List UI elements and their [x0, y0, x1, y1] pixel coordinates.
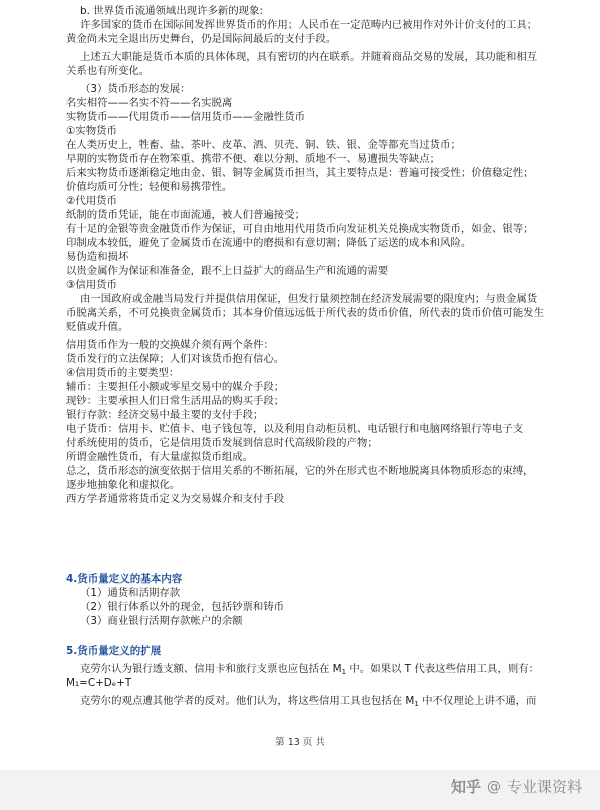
text-line: 以贵金属作为保证和准备金，跟不上日益扩大的商品生产和流通的需要 [66, 265, 389, 277]
text-line: 纸制的货币凭证，能在市面流通，被人们普遍接受； [66, 209, 305, 221]
watermark [451, 776, 582, 797]
text-line: 易伪造和损坏 [66, 251, 129, 263]
text-line: 总之，货币形态的演变依据于信用关系的不断拓展，它的外在形式也不断地脱离具体物质形态的束缚， [66, 465, 534, 477]
text-line: 货币发行的立法保障；人们对该货币抱有信心。 [66, 353, 285, 365]
text-line: 名实相符——名实不符——名实脱离 [66, 97, 233, 109]
text-line: 银行存款：经济交易中最主要的支付手段； [66, 409, 264, 421]
text-line: 贬值或升值。 [66, 321, 129, 333]
text-line: ②代用货币 [66, 195, 117, 207]
paragraph: 克劳尔认为银行透支额、信用卡和旅行支票也应包括在 $M_1$ 中。如果以 T 代表这些信用工具，则有： [80, 663, 540, 676]
watermark-author: 专业课资料 [506, 778, 582, 796]
text-line: （3）货币形态的发展： [80, 83, 191, 95]
text-line: 有十足的金银等贵金融货币作为保证，可自由地用代用货币向发证机关兑换成实物货币，如金、银等； [66, 223, 534, 235]
text-line: 上述五大职能是货币本质的具体体现，具有密切的内在联系。并随着商品交易的发展，其功能和相互 [80, 51, 538, 63]
text-line: 实物货币——代用货币——信用货币——金融性货币 [66, 111, 305, 123]
text-line: ③信用货币 [66, 279, 117, 291]
text-line: 现钞：主要承担人们日常生活用品的购买手段； [66, 395, 285, 407]
text-line: 关系也有所变化。 [66, 65, 150, 77]
text-line: 早期的实物货币存在物笨重、携带不便、难以分割、质地不一、易遭损失等缺点； [66, 153, 441, 165]
section-5-heading: 5.货币量定义的扩展 [66, 645, 162, 657]
zhihu-logo: 知乎 [450, 778, 481, 796]
text-line: 辅币：主要担任小额或零星交易中的媒介手段； [66, 381, 285, 393]
text-line: 币脱离关系，不可兑换贵金属货币；其本身价值远远低于所代表的货币价值，所代表的货币价值可能发生 [66, 307, 544, 319]
text-line: 西方学者通常将货币定义为交易媒介和支付手段 [66, 493, 285, 505]
text-line: 许多国家的货币在国际间发挥世界货币的作用；人民币在一定范畴内已被用作对外计价支付的工具； [80, 19, 538, 31]
text-line: ①实物货币 [66, 125, 117, 137]
text-line: 黄金尚未完全退出历史舞台，仍是国际间最后的支付手段。 [66, 33, 337, 45]
formula: M₁=C+Dₑ+T [66, 677, 132, 689]
text-line: 付系统使用的货币，它是信用货币发展到信息时代高级阶段的产物； [66, 437, 378, 449]
text-line: 所谓金融性货币，有大量虚拟货币组成。 [66, 451, 254, 463]
list-item: （3）商业银行活期存款帐户的余额 [80, 615, 243, 627]
page-number: 第 13 页 共 [275, 737, 325, 748]
list-item: （1）通货和活期存款 [80, 587, 181, 599]
at-icon: @ [486, 778, 501, 795]
text-line: ④信用货币的主要类型： [66, 367, 180, 379]
text-line: 由一国政府或金融当局发行并提供信用保证，但发行量须控制在经济发展需要的限度内；与贵金属货 [80, 293, 538, 305]
list-item: （2）银行体系以外的现金，包括钞票和铸币 [80, 601, 285, 613]
text-line: 逐步地抽象化和虚拟化。 [66, 479, 181, 491]
text-line: 在人类历史上，牲畜、盐、茶叶、皮革、酒、贝壳、铜、铁、银、金等都充当过货币； [66, 139, 461, 151]
section-4-heading: 4.货币量定义的基本内容 [66, 573, 183, 585]
text-line: 印制成本较低，避免了金属货币在流通中的磨损和有意切割；降低了运送的成本和风险。 [66, 237, 472, 249]
paragraph: 克劳尔的观点遭其他学者的反对。他们认为，将这些信用工具也包括在 $M_1$ 中不仅理论上讲不通，而 [80, 695, 537, 708]
text-line: b. 世界货币流通领域出现许多新的现象: [80, 5, 263, 17]
text-line: 价值均质可分性；轻便和易携带性。 [66, 181, 233, 193]
text-line: 信用货币作为一般的交换媒介须有两个条件： [66, 339, 274, 351]
text-line: 电子货币：信用卡、贮值卡、电子钱包等，以及利用自动柜员机、电话银行和电脑网络银行等电子支 [66, 423, 524, 435]
text-line: 后来实物货币逐渐稳定地由金、银、铜等金属货币担当，其主要特点是：普遍可接受性；价值稳定性； [66, 167, 534, 179]
